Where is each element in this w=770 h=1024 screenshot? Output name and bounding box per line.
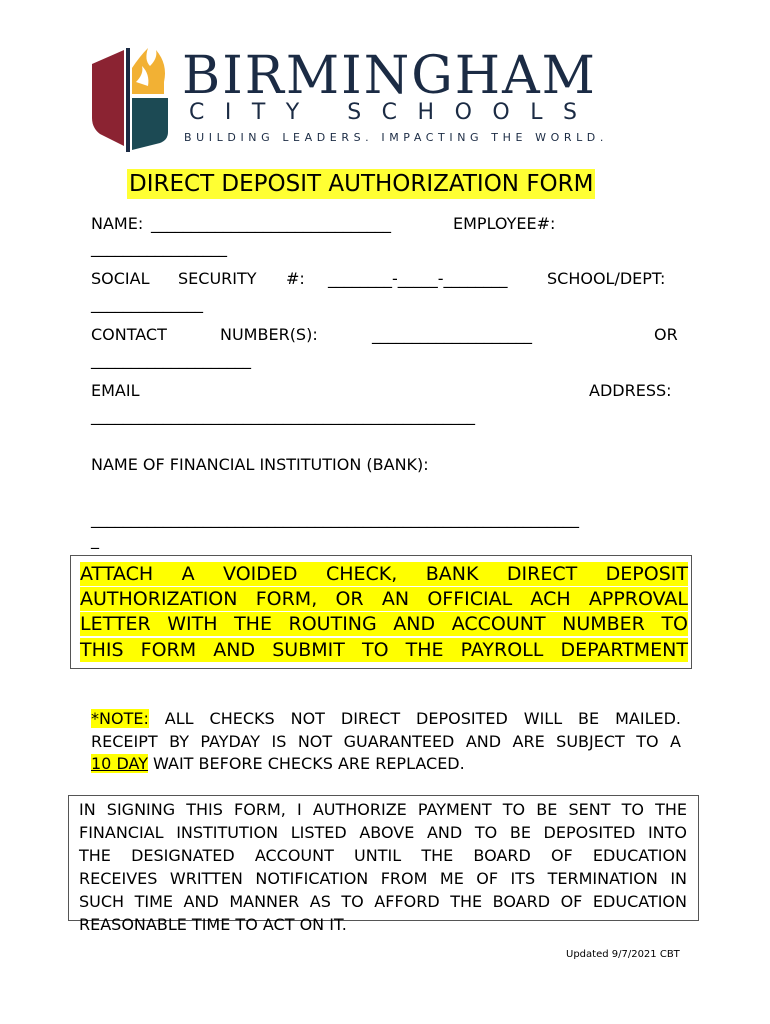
authorization-line: REASONABLE TIME TO ACT ON IT. xyxy=(79,915,347,934)
ssn-field[interactable]: ________-_____-________ xyxy=(328,269,508,288)
logo-subtitle: CITY SCHOOLS xyxy=(189,100,598,125)
school-dept-field[interactable]: ______________ xyxy=(91,294,203,313)
ssn-label-security: SECURITY xyxy=(178,269,257,288)
contact-label-numbers: NUMBER(S): xyxy=(220,325,318,344)
attach-notice-line: AUTHORIZATION FORM, OR AN OFFICIAL ACH APPROVAL xyxy=(80,588,688,610)
school-dept-label: SCHOOL/DEPT: xyxy=(547,269,666,288)
employee-field[interactable]: _________________ xyxy=(91,238,227,257)
note-text: WAIT BEFORE CHECKS ARE REPLACED. xyxy=(147,754,465,773)
attach-notice-line: ATTACH A VOIDED CHECK, BANK DIRECT DEPOSIT xyxy=(80,563,688,585)
bank-field[interactable]: _____________________________________________________________ xyxy=(91,509,579,528)
authorization-line: RECEIVES WRITTEN NOTIFICATION FROM ME OF ITS TERMINATION IN xyxy=(79,869,687,888)
employee-label: EMPLOYEE#: xyxy=(453,214,556,233)
name-field[interactable]: ______________________________ xyxy=(151,214,391,233)
contact-field-2[interactable]: ____________________ xyxy=(91,350,251,369)
name-label: NAME: xyxy=(91,214,144,233)
updated-date: Updated 9/7/2021 CBT xyxy=(566,949,680,960)
note-label: *NOTE: xyxy=(91,709,149,728)
authorization-box xyxy=(68,795,699,934)
note-line-3 xyxy=(91,753,681,775)
form-title: DIRECT DEPOSIT AUTHORIZATION FORM xyxy=(129,171,594,197)
bank-field-continued: _ xyxy=(91,530,99,549)
contact-or-label: OR xyxy=(654,325,678,344)
district-logo-shield-icon xyxy=(92,46,168,152)
contact-field-1[interactable]: ____________________ xyxy=(372,325,532,344)
logo-title: BIRMINGHAM xyxy=(182,46,597,106)
authorization-line: FINANCIAL INSTITUTION LISTED ABOVE AND TO BE DEPOSITED INTO xyxy=(79,823,687,842)
note-days-highlight: 10 DAY xyxy=(91,754,148,773)
logo-tagline: BUILDING LEADERS. IMPACTING THE WORLD. xyxy=(184,131,608,144)
authorization-line: IN SIGNING THIS FORM, I AUTHORIZE PAYMENT TO BE SENT TO THE xyxy=(79,800,687,819)
note-line-1 xyxy=(91,708,681,730)
email-label-address: ADDRESS: xyxy=(589,381,672,400)
authorization-line: SUCH TIME AND MANNER AS TO AFFORD THE BOARD OF EDUCATION xyxy=(79,892,687,911)
attach-notice-line: LETTER WITH THE ROUTING AND ACCOUNT NUMBER TO xyxy=(80,613,688,635)
attach-notice-line: THIS FORM AND SUBMIT TO THE PAYROLL DEPARTMENT xyxy=(80,639,688,661)
note-text: ALL CHECKS NOT DIRECT DEPOSITED WILL BE MAILED. xyxy=(148,709,681,728)
authorization-line: THE DESIGNATED ACCOUNT UNTIL THE BOARD OF EDUCATION xyxy=(79,846,687,865)
ssn-label-number: #: xyxy=(286,269,305,288)
bank-label: NAME OF FINANCIAL INSTITUTION (BANK): xyxy=(91,455,429,474)
ssn-label-social: SOCIAL xyxy=(91,269,150,288)
email-label-email: EMAIL xyxy=(91,381,140,400)
contact-label-contact: CONTACT xyxy=(91,325,167,344)
note-line-2: RECEIPT BY PAYDAY IS NOT GUARANTEED AND ARE SUBJECT TO A xyxy=(91,732,681,751)
email-field[interactable]: ________________________________________________ xyxy=(91,406,475,425)
